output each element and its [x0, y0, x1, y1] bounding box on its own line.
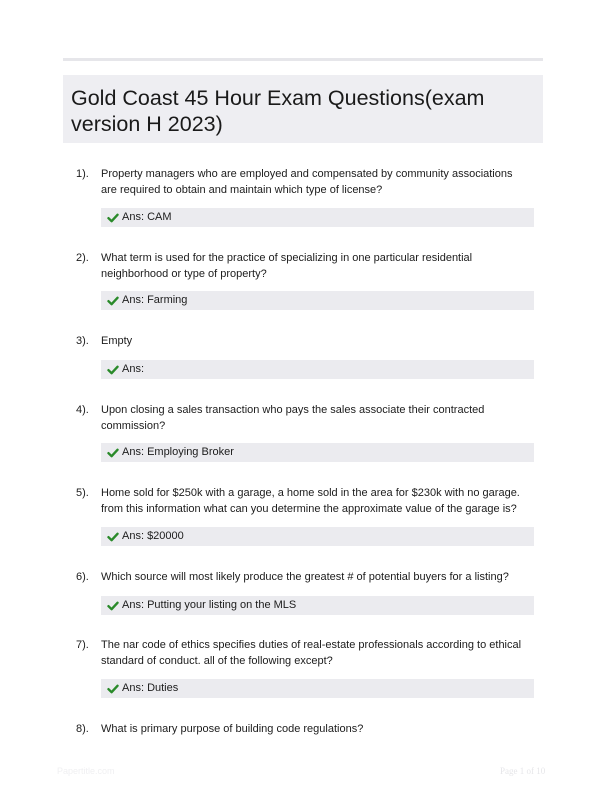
question-number: 2).	[76, 252, 89, 264]
answer-text: Ans: Putting your listing on the MLS	[122, 599, 297, 611]
question-text: Upon closing a sales transaction who pays the sales associate their contracted commission?	[101, 404, 485, 432]
question-number: 6).	[76, 571, 89, 583]
question-number: 3).	[76, 335, 89, 347]
answer-box	[101, 596, 534, 615]
answer-text: Ans: CAM	[122, 211, 172, 223]
question-text: Which source will most likely produce the greatest # of potential buyers for a listing?	[101, 571, 509, 583]
footer-watermark: Papertitle.com	[57, 766, 115, 776]
checkmark-icon	[107, 531, 119, 543]
question-number: 8).	[76, 723, 89, 735]
top-divider	[63, 58, 543, 61]
answer-box	[101, 291, 534, 310]
page-number: Page 1 of 10	[500, 766, 546, 776]
checkmark-icon	[107, 364, 119, 376]
answer-box	[101, 443, 534, 462]
answer-text: Ans:	[122, 363, 145, 375]
answer-text: Ans: Duties	[122, 682, 179, 694]
question-number: 7).	[76, 639, 89, 651]
question-text: Property managers who are employed and compensated by community associations are required to obtain and maintain which type of license?	[101, 168, 513, 196]
checkmark-icon	[107, 212, 119, 224]
checkmark-icon	[107, 683, 119, 695]
checkmark-icon	[107, 600, 119, 612]
page-title: Gold Coast 45 Hour Exam Questions(exam version H 2023)	[71, 86, 485, 136]
question-text: Home sold for $250k with a garage, a home sold in the area for $230k with no garage. from this information what can you determine the approximate value of the garage is?	[101, 487, 520, 515]
answer-box	[101, 679, 534, 698]
answer-box	[101, 360, 534, 379]
question-text: The nar code of ethics specifies duties of real-estate professionals according to ethical standard of conduct. all of the following except?	[101, 639, 522, 667]
answer-text: Ans: Employing Broker	[122, 446, 234, 458]
question-text: What term is used for the practice of specializing in one particular residential neighborhood or type of property?	[101, 252, 473, 280]
checkmark-icon	[107, 447, 119, 459]
question-text: What is primary purpose of building code regulations?	[101, 723, 364, 735]
question-text: Empty	[101, 335, 133, 347]
answer-box	[101, 208, 534, 227]
question-number: 5).	[76, 487, 89, 499]
answer-text: Ans: $20000	[122, 530, 184, 542]
answer-box	[101, 527, 534, 546]
question-number: 4).	[76, 404, 89, 416]
checkmark-icon	[107, 295, 119, 307]
question-number: 1).	[76, 168, 89, 180]
title-banner	[63, 75, 543, 143]
answer-text: Ans: Farming	[122, 294, 188, 306]
